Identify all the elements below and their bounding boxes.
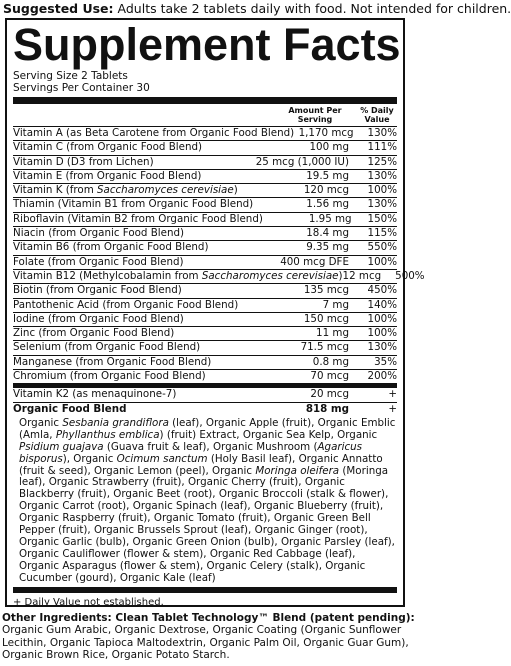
thick-rule [13,97,397,104]
nutrient-name: Folate (from Organic Food Blend) [13,255,184,268]
nutrient-amount: 0.8 mg [312,355,349,368]
nutrient-name: Niacin (from Organic Food Blend) [13,227,185,240]
nutrient-dv: 130% [367,198,397,211]
nutrient-row [13,313,397,327]
nutrient-name: Zinc (from Organic Food Blend) [13,327,175,340]
nutrient-dv: 200% [367,370,397,383]
nutrient-table [13,127,425,383]
nutrient-dv: 125% [367,155,397,168]
nutrient-row [13,284,397,298]
nutrient-amount: 20 mcg [310,388,349,401]
amount-per-serving-header: Amount Per Serving [288,106,342,124]
nutrient-row [13,269,425,284]
nutrient-dv: 450% [367,284,397,297]
blend-ingredients: Organic Sesbania grandiflora (leaf), Organic Apple (fruit), Organic Emblic (Amla, Phyllanthus emblica) (fruit) Extract, Organic Sea Kelp, Organic Psidium guajava (Guava fruit & leaf), Organic Mushroom (Agaricus bisporus), Organic Ocimum sanctum (Holy Basil leaf), Organic Annatto (fruit & seed), Organic Lemon (peel), Organic Moringa oleifera (Moringa leaf), Organic Strawberry (fruit), Organic Cherry (fruit), Organic Blackberry (fruit), Organic Beet (root), Organic Broccoli (stalk & flower), Organic Carrot (root), Organic Spinach (leaf), Organic Blueberry (fruit), Organic Raspberry (fruit), Organic Tomato (fruit), Organic Green Bell Pepper (fruit), Organic Brussels Sprout (leaf), Organic Ginger (root), Organic Garlic (bulb), Organic Green Onion (bulb), Organic Parsley (leaf), Organic Cauliflower (flower & stem), Organic Red Cabbage (leaf), Organic Asparagus (flower & stem), Organic Celery (stalk), Organic Cucumber (gourd), Organic Kale (leaf) [13,416,397,593]
nutrient-name: Vitamin B6 (from Organic Food Blend) [13,241,209,254]
nutrient-dv: 100% [367,312,397,325]
nutrient-name: Vitamin D (D3 from Lichen) [13,155,154,168]
nutrient-dv: 130% [367,127,397,139]
serving-size: Serving Size 2 Tablets [13,70,128,82]
nutrient-row [13,356,397,370]
nutrient-dv: 100% [367,255,397,268]
nutrient-amount: 1,170 mcg [298,127,354,139]
footnote: + Daily Value not established. [13,596,164,608]
panel-title: Supplement Facts [13,19,401,70]
nutrient-name: Vitamin A (as Beta Carotene from Organic Food Blend) [13,127,295,139]
nutrient-dv: 500% [395,269,425,282]
nutrient-row [13,170,397,184]
supplement-facts-panel [5,18,425,608]
nutrient-row-blend [13,403,397,416]
nutrient-dv: 130% [367,169,397,182]
nutrient-row [13,227,397,241]
nutrient-name: Iodine (from Organic Food Blend) [13,312,184,325]
nutrient-amount: 70 mcg [310,370,349,383]
nutrient-row [13,198,397,212]
nutrient-row [13,213,397,227]
nutrient-amount: 1.56 mg [306,198,350,211]
nutrient-amount: 7 mg [322,298,349,311]
suggested-use-label: Suggested Use: [3,1,114,16]
other-ingredients-label: Other Ingredients: Clean Tablet Technology™ Blend (patent pending): [2,612,415,624]
nutrient-amount: 11 mg [316,327,349,340]
nutrient-name: Vitamin C (from Organic Food Blend) [13,141,203,154]
nutrient-row [13,327,397,341]
nutrient-dv: 115% [367,227,397,240]
suggested-use-text: Adults take 2 tablets daily with food. Not intended for children. [117,1,511,16]
nutrient-amount: 135 mcg [303,284,349,297]
nutrient-dv: 150% [367,212,397,225]
nutrient-name: Vitamin E (from Organic Food Blend) [13,169,202,182]
nutrient-name: Biotin (from Organic Food Blend) [13,284,182,297]
blend-amount: 818 mg [305,402,349,415]
nutrient-row [13,370,397,383]
nutrient-amount: 18.4 mg [306,227,349,240]
nutrient-dv: 100% [367,184,397,197]
nutrient-name: Chromium (from Organic Food Blend) [13,370,206,383]
nutrient-dv: 140% [367,298,397,311]
nutrient-row [13,127,397,141]
nutrient-name: Riboflavin (Vitamin B2 from Organic Food Blend) [13,212,263,225]
nutrient-dv: 100% [367,327,397,340]
nutrient-dv: 550% [367,241,397,254]
nutrient-amount: 120 mcg [303,184,349,197]
nutrient-amount: 25 mcg (1,000 IU) [255,155,349,168]
nutrient-row [13,241,397,255]
nutrient-amount: 12 mcg [342,269,382,282]
nutrient-name: Pantothenic Acid (from Organic Food Blend) [13,298,239,311]
nutrient-name: Selenium (from Organic Food Blend) [13,341,201,354]
nutrient-row [13,156,397,170]
nutrient-row [13,141,397,155]
nutrient-dv: 35% [374,355,397,368]
nutrient-row [13,299,397,313]
nutrient-name: Manganese (from Organic Food Blend) [13,355,212,368]
suggested-use [3,1,511,16]
nutrient-name: Thiamin (Vitamin B1 from Organic Food Blend) [13,198,254,211]
nutrient-name: Vitamin K (from Saccharomyces cerevisiae) [13,184,238,197]
nutrient-name: Vitamin K2 (as menaquinone-7) [13,388,177,401]
nutrient-row [13,184,397,198]
nutrient-dv: + [388,388,397,401]
nutrient-amount: 19.5 mg [306,169,349,182]
nutrient-name: Vitamin B12 (Methylcobalamin from Saccharomyces cerevisiae) [13,269,343,282]
nutrient-amount: 71.5 mcg [300,341,349,354]
nutrient-amount: 100 mg [309,141,349,154]
blend-name: Organic Food Blend [13,402,127,415]
blend-dv: + [388,402,397,415]
nutrient-amount: 9.35 mg [306,241,349,254]
nutrient-row-k2 [13,388,397,402]
column-header [13,104,397,127]
nutrient-dv: 111% [367,141,397,154]
nutrient-amount: 150 mcg [303,312,349,325]
nutrient-row [13,341,397,355]
nutrient-dv: 130% [367,341,397,354]
nutrient-amount: 1.95 mg [308,212,352,225]
nutrient-amount: 400 mcg DFE [280,255,349,268]
servings-per-container: Servings Per Container 30 [13,82,150,94]
nutrient-row [13,256,397,270]
daily-value-header: % Daily Value [360,106,394,124]
other-ingredients [2,612,416,661]
other-ingredients-text: Organic Gum Arabic, Organic Dextrose, Organic Coating (Organic Sunflower Lecithin, Organic Tapioca Maltodextrin, Organic Palm Oil, Organic Guar Gum), Organic Brown Rice, Organic Potato Starch. [2,624,409,661]
